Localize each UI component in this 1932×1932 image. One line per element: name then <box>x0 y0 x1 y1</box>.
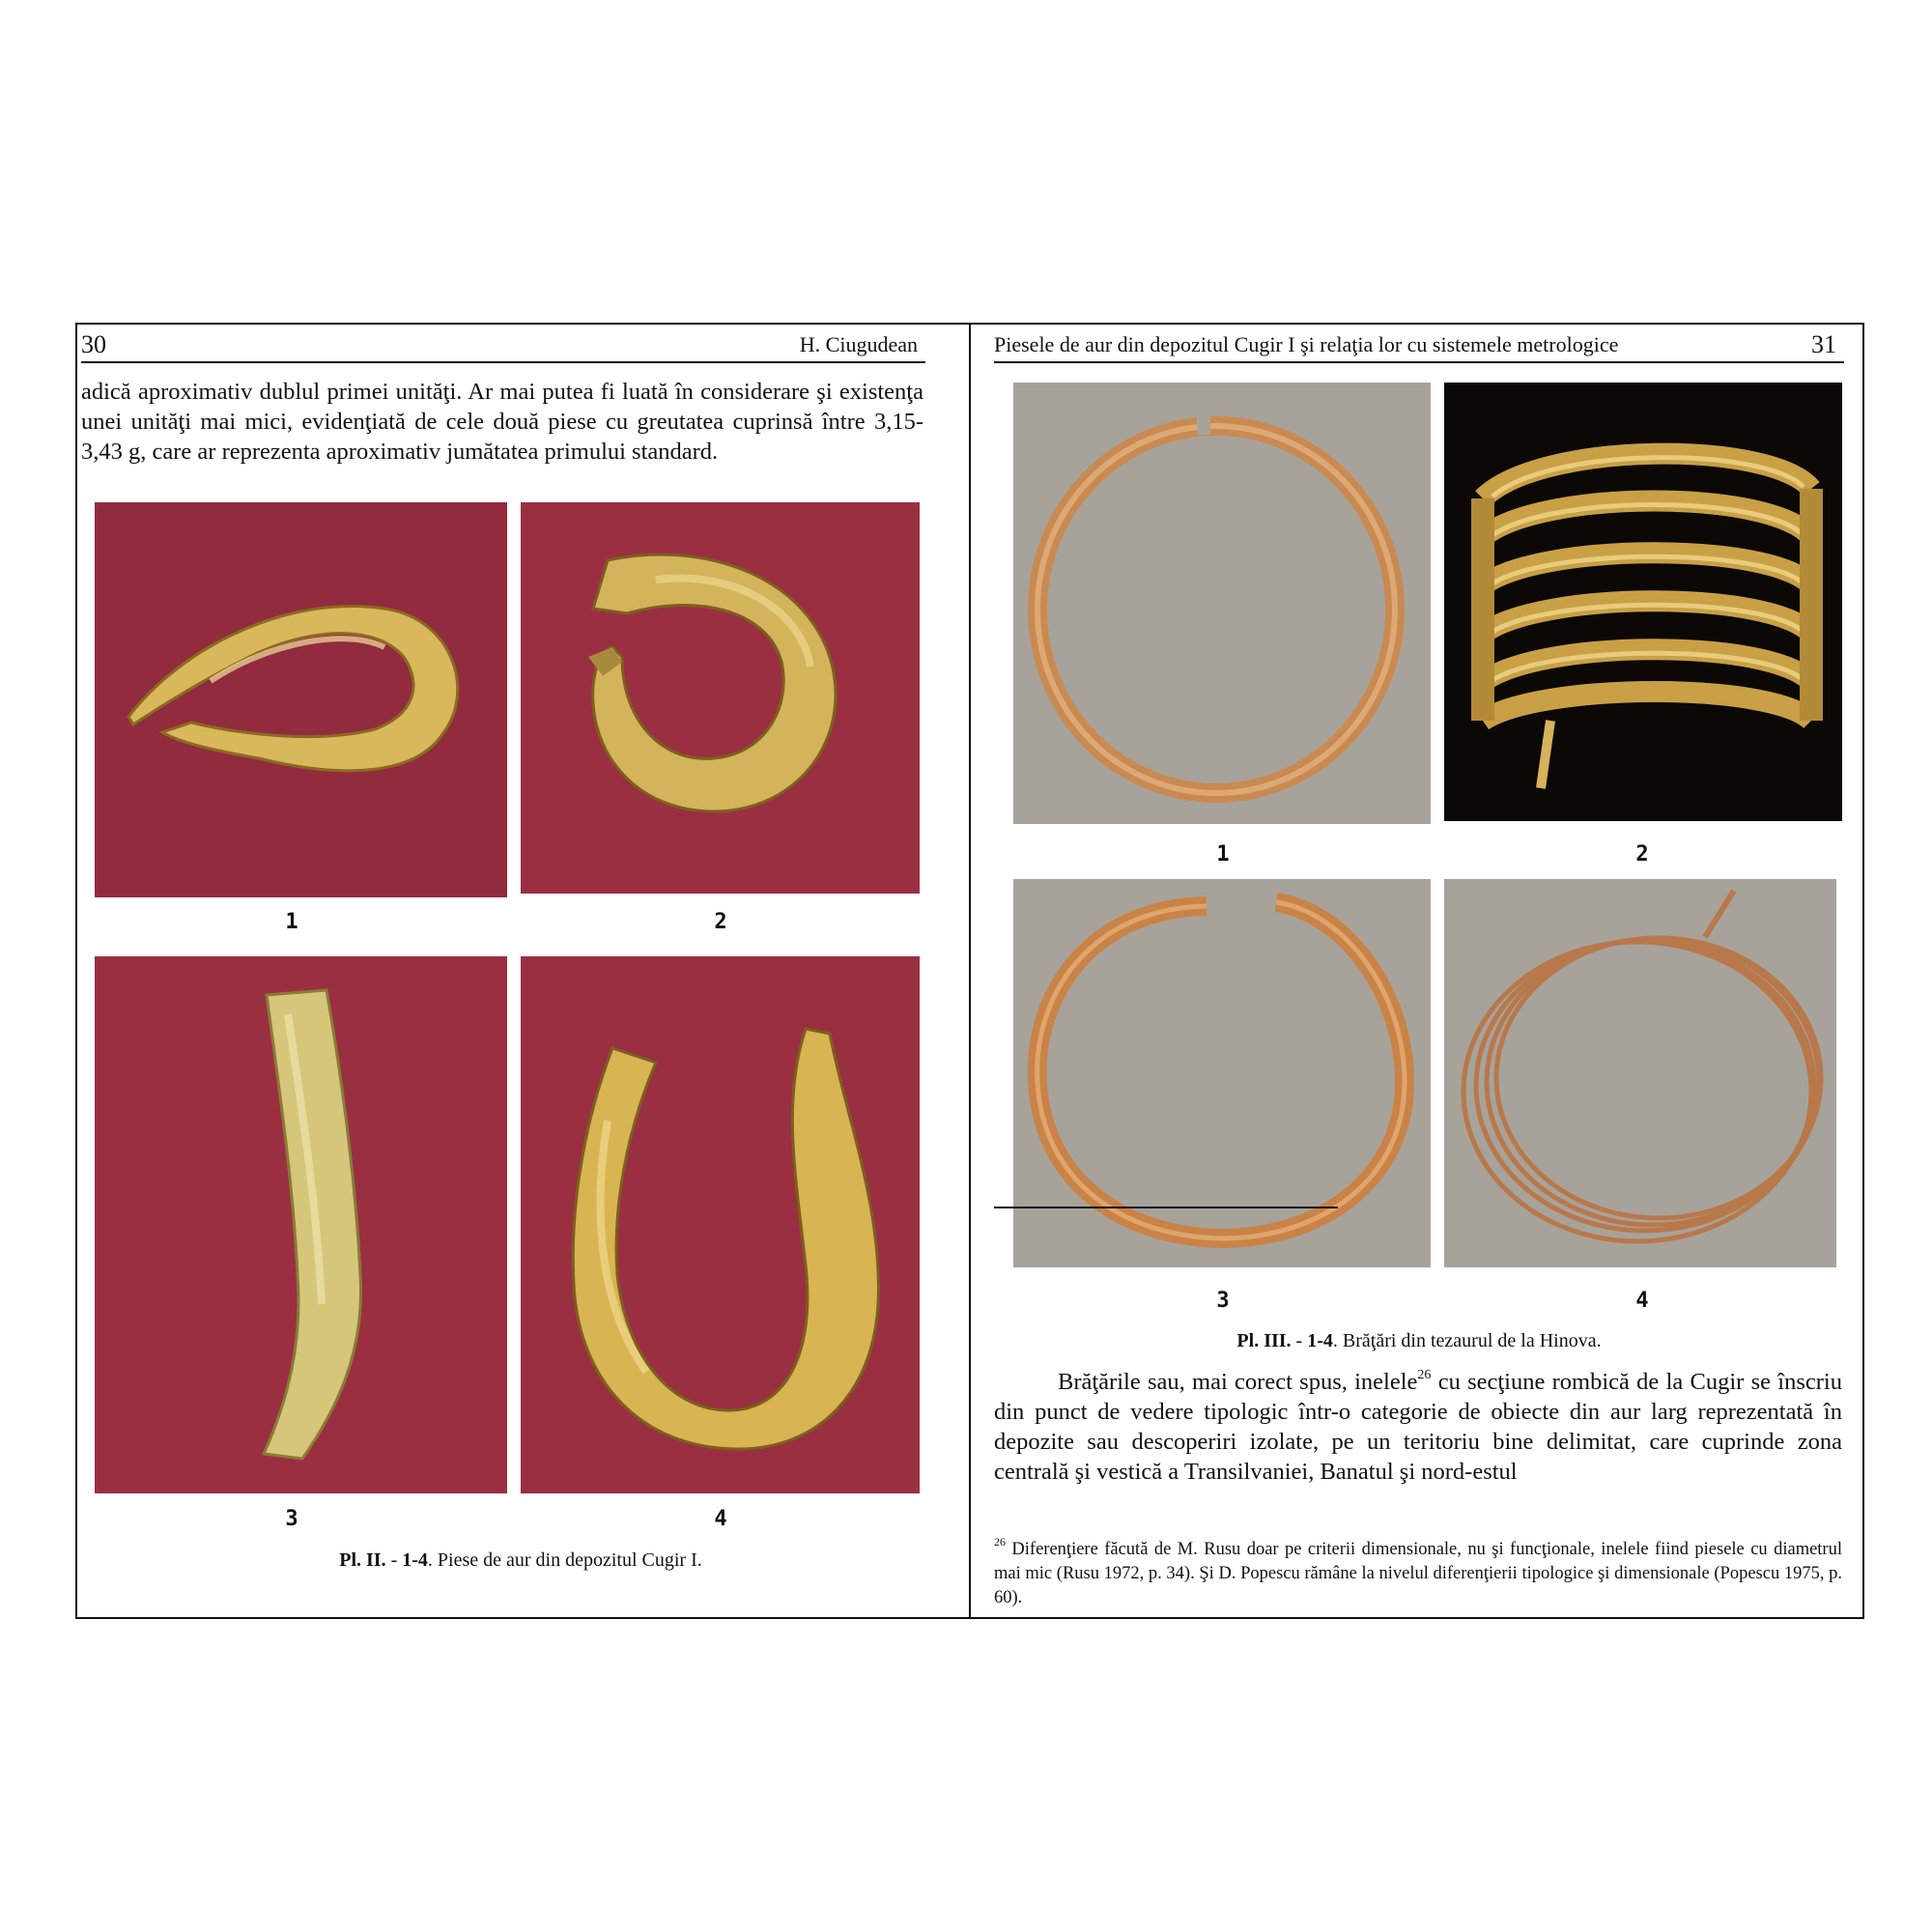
right-running-head: Piesele de aur din depozitul Cugir I şi relaţia lor cu sistemele metrologice <box>994 332 1619 356</box>
plate-ii-label-1: 1 <box>285 910 298 934</box>
left-page-header <box>81 327 925 359</box>
plate-ii-caption-range: 1-4 <box>402 1549 428 1571</box>
plate-iii-caption-range: 1-4 <box>1307 1330 1333 1351</box>
plate-iii-photo-2 <box>1444 383 1842 821</box>
plate-ii-caption-sep: - <box>385 1549 403 1571</box>
left-page-number: 30 <box>81 330 106 358</box>
footnote-reference[interactable]: 26 <box>1417 1367 1432 1382</box>
plate-iii-label-1: 1 <box>1216 842 1230 867</box>
plate-ii-label-3: 3 <box>285 1507 298 1531</box>
plate-ii-photo-4 <box>521 956 920 1493</box>
footnote-text: Diferenţiere făcută de M. Rusu doar pe criterii dimensionale, nu şi funcţionale, inelele fiind piesele cu diametrul mai mic (Rusu 1972, p. 34). Şi D. Popescu rămâne la nivelul diferenţierii tipologice şi dimensionale (Popescu 1975, p. 60). <box>994 1540 1842 1607</box>
plate-iii-label-4: 4 <box>1635 1289 1649 1313</box>
plate-ii-label-2: 2 <box>714 910 727 934</box>
plate-iii-photo-4 <box>1444 879 1836 1267</box>
left-header-rule <box>81 361 925 363</box>
plate-ii-caption-text: . Piese de aur din depozitul Cugir I. <box>427 1549 702 1571</box>
plate-iii-photo-3 <box>1013 879 1431 1267</box>
right-page-header <box>994 327 1844 359</box>
right-body-paragraph <box>994 1367 1842 1487</box>
plate-ii-caption-plate: Pl. II. <box>339 1549 386 1571</box>
plate-iii-label-3: 3 <box>1216 1289 1230 1313</box>
right-page <box>971 323 1862 1619</box>
left-page <box>77 323 969 1619</box>
footnote-number: 26 <box>994 1534 1006 1548</box>
plate-iii-caption-sep: - <box>1291 1330 1308 1351</box>
plate-iii-caption-text: . Brăţări din tezaurul de la Hinova. <box>1332 1330 1602 1351</box>
right-para-start: Brăţările sau, mai corect spus, inelele <box>1058 1369 1418 1395</box>
right-para-rest: cu secţiune rombică de la Cugir se înscriu din punct de vedere tipologic într-o categorie de obiecte din aur larg reprezentată în depozite sau descoperiri izolate, pe un teritoriu bine delimitat, care cuprinde zona centrală şi vestică a Transilvaniei, Banatul şi nord-estul <box>994 1369 1842 1485</box>
plate-iii-photo-1 <box>1013 383 1431 824</box>
footnote-rule <box>994 1207 1338 1208</box>
plate-ii-caption <box>77 1549 964 1572</box>
left-running-head: H. Ciugudean <box>799 332 918 356</box>
plate-ii-photo-1 <box>95 502 507 897</box>
plate-iii-label-2: 2 <box>1635 842 1649 867</box>
plate-ii-photo-3 <box>95 956 507 1493</box>
plate-iii-caption <box>994 1330 1844 1352</box>
plate-iii-caption-plate: Pl. III. <box>1236 1330 1292 1351</box>
plate-ii-photo-2 <box>521 502 920 894</box>
right-header-rule <box>994 361 1844 363</box>
plate-ii-label-4: 4 <box>714 1507 727 1531</box>
right-page-number: 31 <box>1811 330 1836 358</box>
footnote-26 <box>994 1534 1842 1610</box>
left-intro-paragraph: adică aproximativ dublul primei unităţi. Ar mai putea fi luată în considerare şi existenţa unei unităţi mai mici, evidenţiată de cele două piese cu greutatea cuprinsă între 3,15-3,43 g, care ar reprezenta aproximativ jumătatea primului standard. <box>81 379 923 465</box>
